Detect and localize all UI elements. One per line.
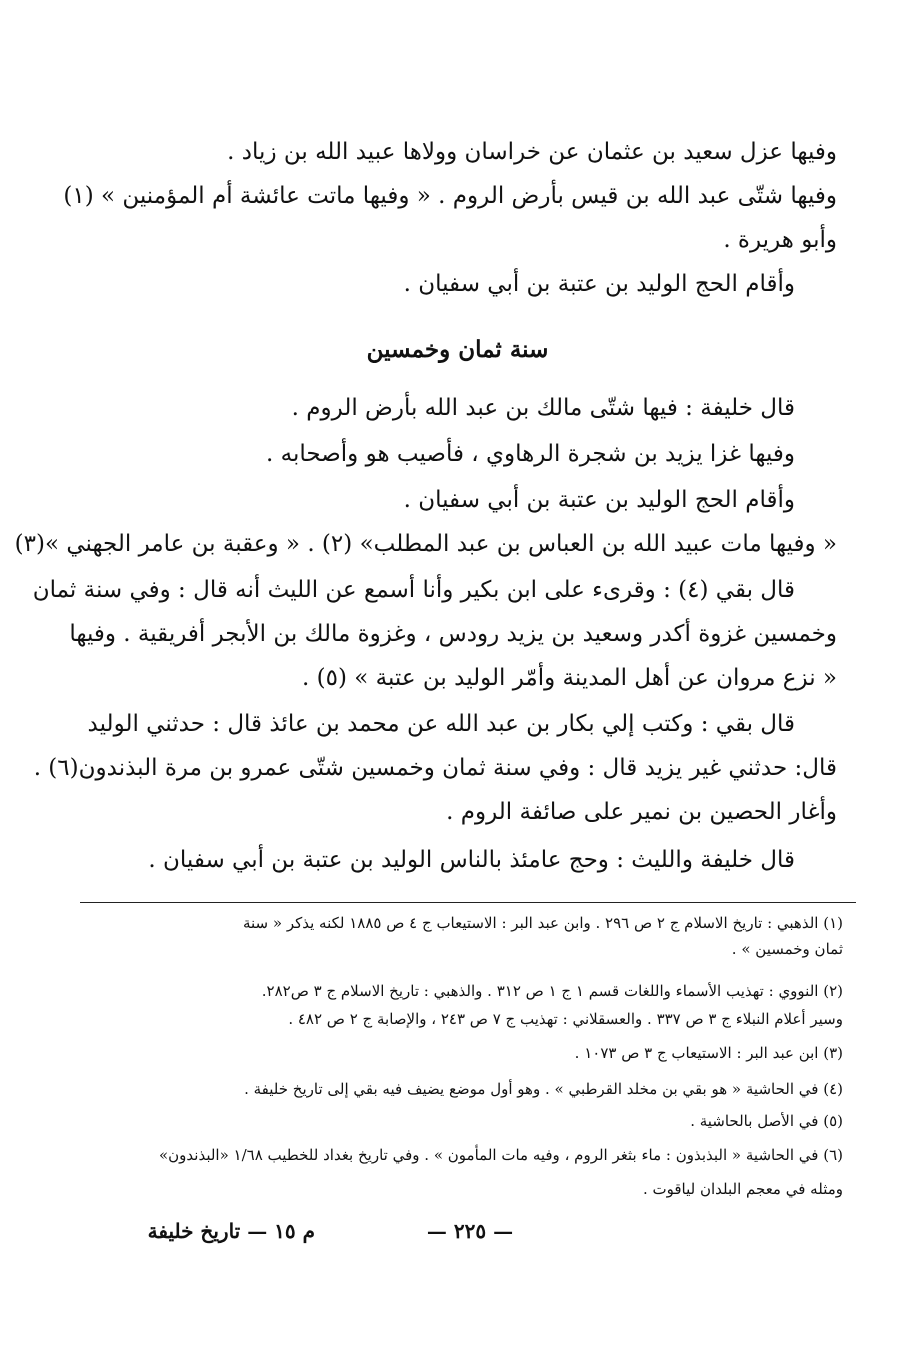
footnote-line: (٥) في الأصل بالحاشية . (690, 1112, 843, 1130)
section-heading: سنة ثمان وخمسين (366, 336, 549, 363)
section-line: قال بقي (٤) : وقرىء على ابن بكير وأنا أسمع عن الليث أنه قال : وفي سنة ثمان (32, 577, 795, 603)
page-number: — ٢٢٥ — (426, 1219, 514, 1243)
footnote-line: (٤) في الحاشية « هو بقي بن مخلد القرطبي » . وهو أول موضع يضيف فيه بقي إلى تاريخ خليفة . (244, 1080, 843, 1098)
footnote-line: ثمان وخمسين » . (731, 940, 843, 958)
footnote-line: (٣) ابن عبد البر : الاستيعاب ج ٣ ص ١٠٧٣ . (574, 1044, 843, 1062)
body-line: وأبو هريرة . (723, 227, 837, 253)
footnote-line: وسير أعلام النبلاء ج ٣ ص ٣٣٧ . والعسقلاني : تهذيب ج ٧ ص ٢٤٣ ، والإصابة ج ٢ ص ٤٨٢ . (288, 1010, 843, 1028)
section-line: قال: حدثني غير يزيد قال : وفي سنة ثمان وخمسين شتّى عمرو بن مرة البذندون(٦) . (33, 755, 837, 781)
section-line: وفيها غزا يزيد بن شجرة الرهاوي ، فأصيب هو وأصحابه . (266, 441, 795, 467)
section-line: وأقام الحج الوليد بن عتبة بن أبي سفيان . (403, 487, 795, 513)
section-line: « وفيها مات عبيد الله بن العباس بن عبد المطلب» (٢) . « وعقبة بن عامر الجهني »(٣) (14, 531, 837, 557)
footnote-line: (٢) النووي : تهذيب الأسماء واللغات قسم ١ ج ١ ص ٣١٢ . والذهبي : تاريخ الاسلام ج ٣ ص٢٨٢. (261, 982, 843, 1000)
body-line: وفيها شتّى عبد الله بن قيس بأرض الروم . « وفيها ماتت عائشة أم المؤمنين » (١) (63, 183, 837, 209)
section-line: « نزع مروان عن أهل المدينة وأمّر الوليد بن عتبة » (٥) . (302, 665, 837, 691)
section-line: وخمسين غزوة أكدر وسعيد بن يزيد رودس ، وغزوة مالك بن الأبجر أفريقية . وفيها (69, 621, 837, 647)
section-line: قال خليفة والليث : وحج عامئذ بالناس الوليد بن عتبة بن أبي سفيان . (148, 847, 795, 873)
signature-mark: م ١٥ — تاريخ خليفة (147, 1219, 315, 1243)
footnote-line: ومثله في معجم البلدان لياقوت . (642, 1180, 843, 1198)
footnote-line: (٦) في الحاشية « البذبذون : ماء بثغر الروم ، وفيه مات المأمون » . وفي تاريخ بغداد للخطيب ١/٦٨ «البذندون» (158, 1146, 843, 1164)
section-line: وأغار الحصين بن نمير على صائفة الروم . (446, 799, 837, 825)
footnote-divider (80, 902, 856, 903)
body-line: وأقام الحج الوليد بن عتبة بن أبي سفيان . (403, 271, 795, 297)
section-line: قال خليفة : فيها شتّى مالك بن عبد الله بأرض الروم . (291, 395, 795, 421)
body-line: وفيها عزل سعيد بن عثمان عن خراسان وولاها عبيد الله بن زياد . (227, 139, 837, 165)
footnote-line: (١) الذهبي : تاريخ الاسلام ج ٢ ص ٢٩٦ . وابن عبد البر : الاستيعاب ج ٤ ص ١٨٨٥ لكنه يذكر « سنة (242, 914, 843, 932)
section-line: قال بقي : وكتب إلي بكار بن عبد الله عن محمد بن عائذ قال : حدثني الوليد (87, 711, 795, 737)
